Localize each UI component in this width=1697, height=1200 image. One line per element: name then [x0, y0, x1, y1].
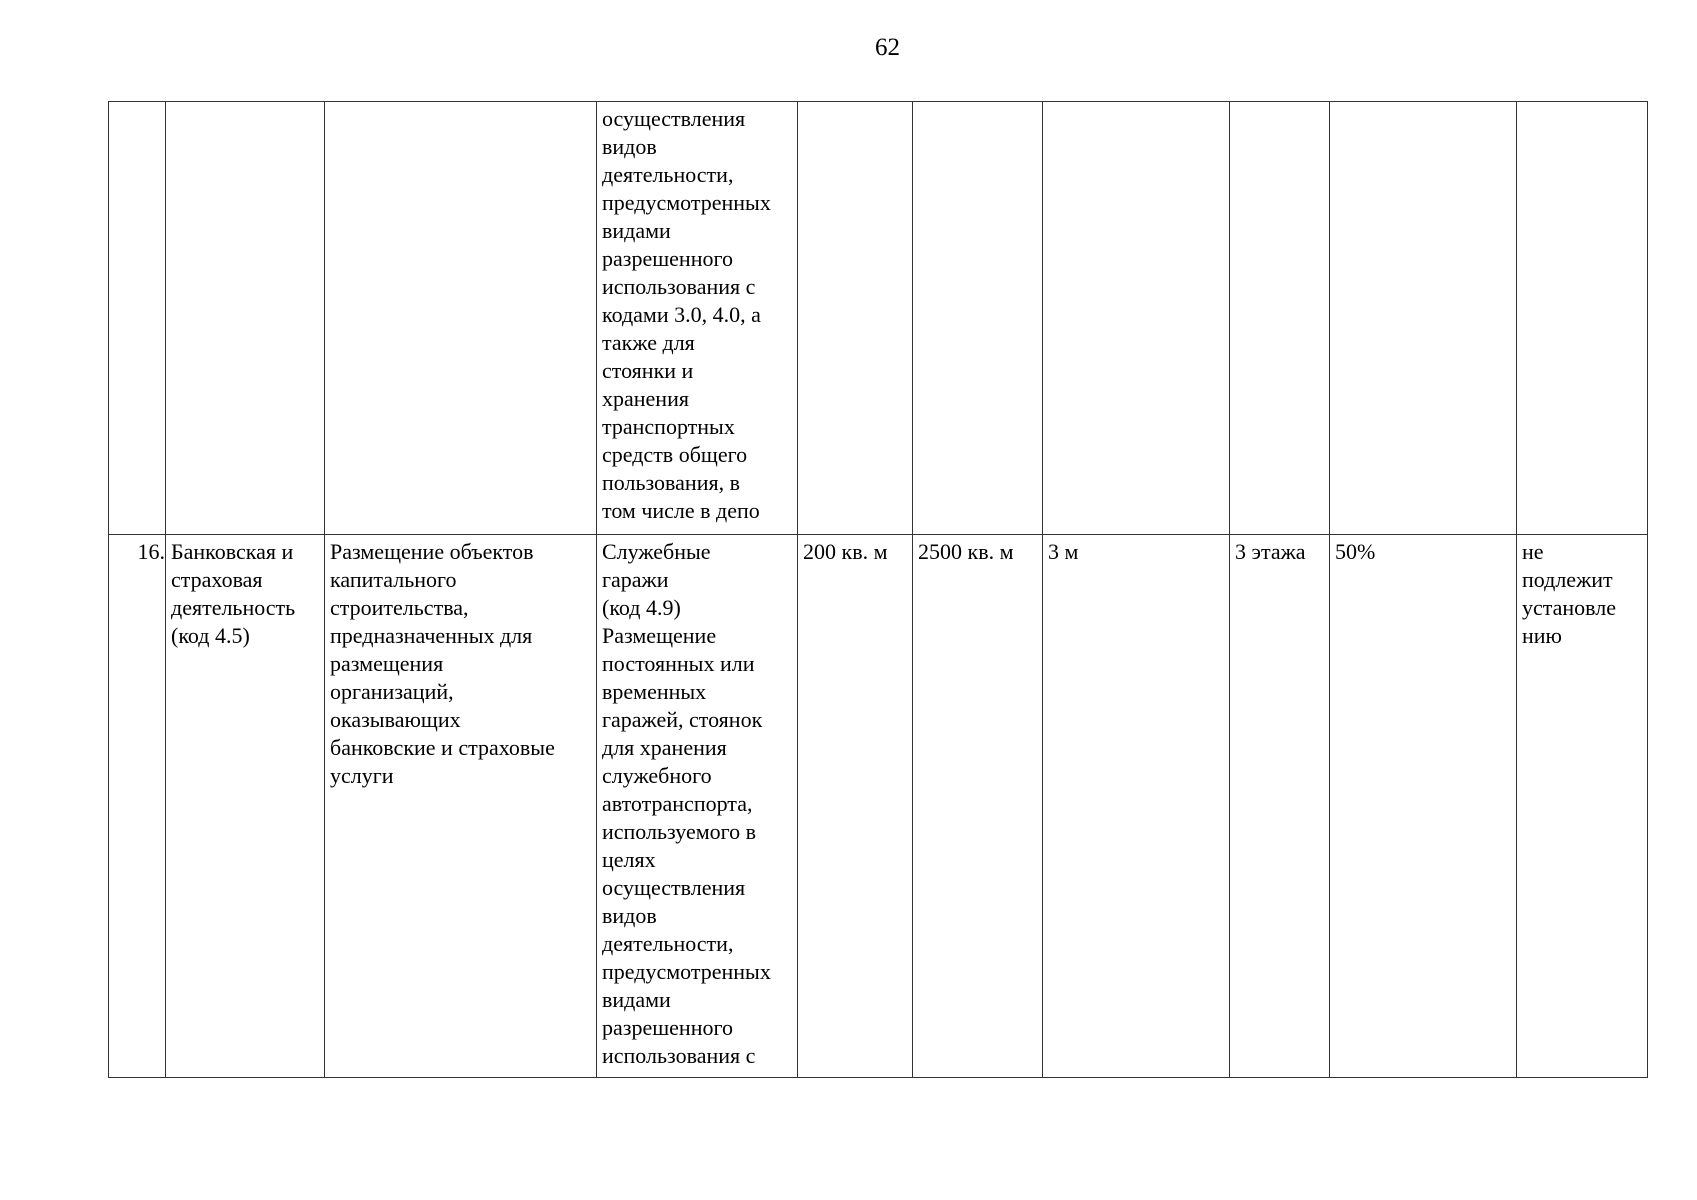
max-floors-cell — [1230, 102, 1330, 535]
setback-cell: 3 м — [1043, 535, 1230, 1078]
use-type-cell: Банковская и страховая деятельность (код 4.5) — [166, 535, 325, 1078]
table-row — [109, 535, 1648, 1078]
min-plot-area-cell: 200 кв. м — [798, 535, 913, 1078]
use-description-cell — [325, 102, 597, 535]
zoning-regulations-table — [108, 101, 1648, 1078]
max-floors-cell: 3 этажа — [1230, 535, 1330, 1078]
max-coverage-cell: 50% — [1330, 535, 1517, 1078]
max-plot-area-cell — [913, 102, 1043, 535]
table-row — [109, 102, 1648, 535]
auxiliary-use-cell: осуществления видов деятельности, предусмотренных видами разрешенного использования с кодами 3.0, 4.0, а также для стоянки и хранения транспортных средств общего пользования, в том числе в депо — [597, 102, 798, 535]
use-type-cell — [166, 102, 325, 535]
other-params-cell: не подлежит установле нию — [1517, 535, 1648, 1078]
auxiliary-use-cell: Служебные гаражи (код 4.9) Размещение постоянных или временных гаражей, стоянок для хранения служебного автотранспорта, используемого в целях осуществления видов деятельности, предусмотренных видами разрешенного использования с — [597, 535, 798, 1078]
use-description-cell: Размещение объектов капитального строительства, предназначенных для размещения организаций, оказывающих банковские и страховые услуги — [325, 535, 597, 1078]
row-number-cell: 16. — [109, 535, 166, 1078]
max-plot-area-cell: 2500 кв. м — [913, 535, 1043, 1078]
row-number-cell — [109, 102, 166, 535]
setback-cell — [1043, 102, 1230, 535]
max-coverage-cell — [1330, 102, 1517, 535]
page-number: 62 — [875, 34, 900, 61]
other-params-cell — [1517, 102, 1648, 535]
min-plot-area-cell — [798, 102, 913, 535]
